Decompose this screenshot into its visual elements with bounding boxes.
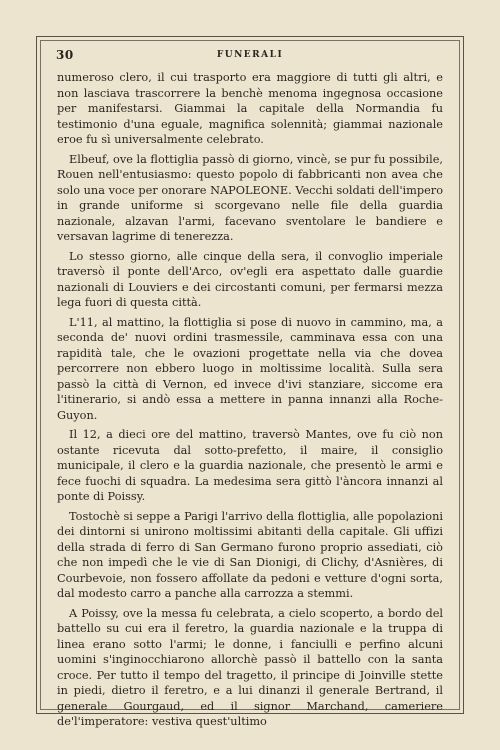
running-title: FUNERALI (216, 50, 284, 60)
paragraph: A Poissy, ove la messa fu celebrata, a cielo scoperto, a bordo del battello su cui era il feretro, la guardia nazionale e la truppa di linea erano sotto l'armi; le donne, i fanciulli e perfino alcuni uomini s'inginocchiarono allorchè passò il battello con la santa croce. Per tutto il tempo del tragetto, il principe di Joinville stette in piedi, dietro il feretro, e a lui dinanzi il generale Bertrand, il generale Gourgaud, ed il signor Marchand, cameriere de'l'imperatore: vestiva quest'ultimo (57, 606, 443, 728)
paragraph: numeroso clero, il cui trasporto era maggiore di tutti gli altri, e non lasciava trascorrere la benchè menoma ingegnosa occasione per manifestarsi. Giammai la capitale della Normandia fu testimonio d'una eguale, magnifica solennità; giammai nazionale eroe fu sì universalmente celebrato. (57, 71, 443, 146)
paragraph: L'11, al mattino, la flottiglia si pose di nuovo in cammino, ma, a seconda de' nuovi ordini trasmessile, camminava essa con una rapidità tale, che le ovazioni progettate nella via che dovea percorrere non ebbero luogo in moltissime località. Sulla sera passò la città di Vernon, ed invece d'ivi stanziare, siccome era l'itinerario, si andò essa a mettere in panna innanzi alla Roche-Guyon. (57, 315, 443, 422)
paragraph: Elbeuf, ove la flottiglia passò di giorno, vincè, se pur fu possibile, Rouen nell'entusiasmo: questo popolo di fabbricanti non avea che solo una voce per onorare NAPOLEONE. Vecchi soldati dell'impero in grande uniforme si scorgevano nelle file della guardia nazionale, alzavan l'armi, facevano sventolare le bandiere e versavan lagrime di tenerezza. (57, 152, 443, 243)
body-text (57, 70, 443, 734)
page-header (56, 46, 444, 66)
paragraph: Tostochè si seppe a Parigi l'arrivo della flottiglia, alle popolazioni dei dintorni si unirono moltissimi abitanti della capitale. Gli uffizi della strada di ferro di San Germano furono proprio assediati, ciò che non impedì che le vie di San Dionigi, di Clichy, d'Asnières, di Courbevoie, non fossero affollate da pedoni e vetture d'ogni sorta, dal modesto carro a panche alla carrozza a stemmi. (57, 509, 443, 600)
paragraph: Lo stesso giorno, alle cinque della sera, il convoglio imperiale traversò il ponte dell'Arco, ov'egli era aspettato dalle guardie nazionali di Louviers e dei circostanti comuni, per fermarsi mezza lega fuori di questa città. (57, 249, 443, 309)
paragraph: Il 12, a dieci ore del mattino, traversò Mantes, ove fu ciò non ostante ricevuta dal sotto-prefetto, il maire, il consiglio municipale, il clero e la guardia nazionale, che presentò le armi e fece fuochi di squadra. La medesima sera gittò l'àncora innanzi al ponte di Poissy. (57, 428, 443, 503)
page-number: 30 (56, 48, 74, 62)
